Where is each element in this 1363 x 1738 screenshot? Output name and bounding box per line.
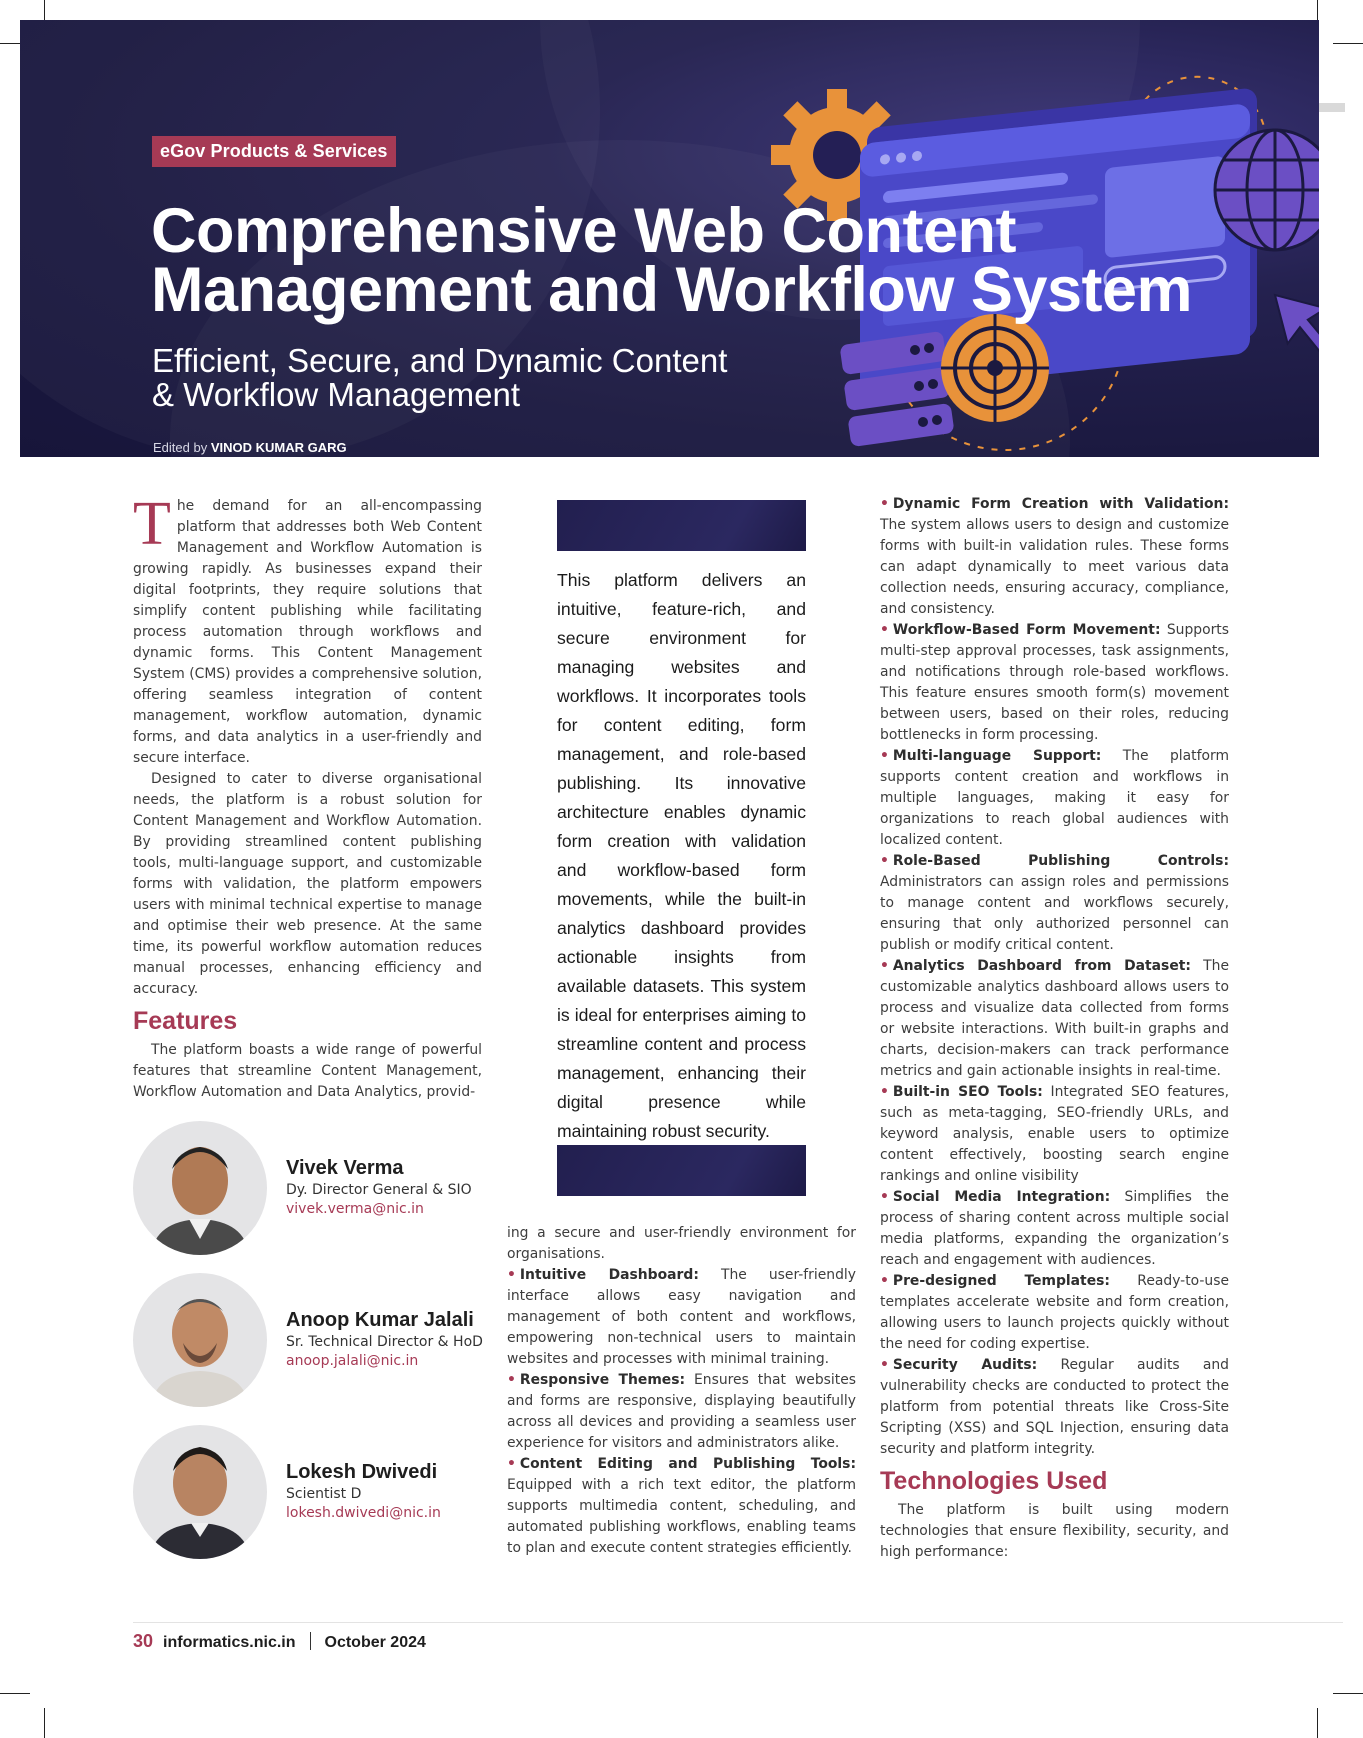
bullet-workflow-form [880, 620, 1229, 746]
editor-prefix: Edited by [153, 440, 208, 455]
author-email[interactable]: lokesh.dwivedi@nic.in [286, 1505, 441, 1521]
page-number: 30 [133, 1631, 154, 1651]
bullet-title: Workflow-Based Form Movement: [892, 622, 1161, 638]
crop-mark [1333, 43, 1363, 44]
author-email[interactable]: vivek.verma@nic.in [286, 1201, 424, 1217]
section-tag: eGov Products & Services [152, 136, 396, 167]
subtitle-line-1: Efficient, Secure, and Dynamic Content [152, 342, 728, 379]
bullet-multi-language [880, 746, 1229, 851]
bullet-icon: • [880, 1189, 889, 1205]
footer-date: October 2024 [324, 1634, 426, 1651]
bullet-text: Ready-to-use templates accelerate website and form creation, allowing users to launch projects quickly without the need for coding expertise. [880, 1273, 1229, 1352]
pull-quote: This platform delivers an intuitive, feature-rich, and secure environment for managing websites and workflows. It incorporates tools for content editing, form management, and role-based publishing. Its innovative architecture enables dynamic form creation with validation and workflow-based form movements, while the built-in analytics dashboard provides actionable insights from available datasets. This system is ideal for enterprises aiming to streamline content and process management, enhancing their digital presence while maintaining robust security. [557, 570, 806, 1141]
column-3 [880, 494, 1229, 1563]
bullet-title: Analytics Dashboard from Dataset: [892, 958, 1191, 974]
intro-text: he demand for an all-encompassing platform that addresses both Web Content Management and Workflow Automation is growing rapidly. As businesses expand their digital footprints, they require solutions that simplify content publishing while facilitating process automation through workflows and dynamic forms. This Content Management System (CMS) provides a comprehensive solution, offering seamless integration of content management, workflow automation, dynamic forms, and data analytics in a user-friendly and secure interface. [133, 498, 483, 766]
avatar [133, 1273, 267, 1407]
bullet-icon: • [880, 496, 889, 512]
bullet-icon: • [880, 853, 889, 869]
features-continued: ing a secure and user-friendly environment for organisations. [507, 1225, 856, 1262]
bullet-icon: • [880, 1084, 889, 1100]
crop-mark [1333, 1693, 1363, 1694]
bullet-icon: • [880, 622, 889, 638]
bullet-text: Integrated SEO features, such as meta-tagging, SEO-friendly URLs, and keyword analysis, enable users to optimize content effectively, boosting search engine rankings and online visibility [880, 1084, 1230, 1184]
bullet-icon: • [880, 958, 889, 974]
bullet-templates [880, 1271, 1229, 1355]
footer-divider [133, 1622, 1343, 1623]
bullet-text: Simplifies the process of sharing content across multiple social media platforms, expanding the organization’s reach and engagement with audiences. [880, 1189, 1229, 1268]
bullet-text: The system allows users to design and customize forms with built-in validation rules. These forms can adapt dynamically to meet various data collection needs, ensuring accuracy, compliance, and consistency. [880, 517, 1229, 617]
cursor-icon [1275, 287, 1319, 357]
bullet-icon: • [507, 1267, 516, 1283]
bullet-responsive-themes [507, 1370, 856, 1454]
page-tab-edge [1319, 103, 1345, 112]
server-icon [839, 331, 954, 447]
author-name: Anoop Kumar Jalali [286, 1309, 474, 1331]
target-icon [941, 314, 1049, 422]
bullet-title: Built-in SEO Tools: [892, 1084, 1043, 1100]
author-role: Sr. Technical Director & HoD [286, 1334, 483, 1350]
bullet-text: Regular audits and vulnerability checks are conducted to protect the platform from potential threats like Cross-Site Scripting (XSS) and SQL Injection, ensuring data security and platform integrity. [880, 1357, 1230, 1457]
article-subtitle [152, 344, 852, 412]
bullet-title: Responsive Themes: [519, 1372, 686, 1388]
bullet-text: The user-friendly interface allows easy navigation and management of both content and workflows, empowering non-technical users to maintain websites and processes with minimal training. [507, 1267, 856, 1367]
drop-cap: T [133, 490, 171, 558]
bullet-title: Content Editing and Publishing Tools: [519, 1456, 856, 1472]
bullet-text: Equipped with a rich text editor, the platform supports multimedia content, scheduling, and automated publishing workflows, enabling teams to plan and execute content strategies efficiently. [507, 1477, 856, 1556]
bullet-title: Intuitive Dashboard: [519, 1267, 699, 1283]
title-line-2: Management and Workflow System [151, 255, 1193, 325]
avatar [133, 1425, 267, 1559]
bullet-icon: • [507, 1456, 516, 1472]
footer-separator [310, 1632, 311, 1650]
bullet-title: Security Audits: [892, 1357, 1038, 1373]
subtitle-line-2: & Workflow Management [152, 376, 521, 413]
editor-credit [153, 440, 347, 455]
bullet-icon: • [880, 1357, 889, 1373]
bullet-role-based [880, 851, 1229, 956]
author-name: Vivek Verma [286, 1157, 404, 1179]
footer-site[interactable]: informatics.nic.in [163, 1634, 296, 1651]
column-1 [133, 490, 483, 1103]
column-2 [507, 1223, 856, 1559]
bullet-title: Social Media Integration: [892, 1189, 1111, 1205]
bullet-icon: • [880, 1273, 889, 1289]
bullet-security-audits [880, 1355, 1229, 1460]
bullet-text: The platform supports content creation and workflows in multiple languages, making it easy for organizations to reach global audiences with localized content. [880, 748, 1229, 848]
bullet-intuitive-dashboard [507, 1265, 856, 1370]
author-role: Dy. Director General & SIO [286, 1182, 472, 1198]
bullet-text: Administrators can assign roles and permissions to manage content and workflows securely, ensuring that only authorized personnel can publish or modify critical content. [880, 874, 1229, 953]
bullet-title: Role-Based Publishing Controls: [892, 853, 1229, 869]
features-intro: The platform boasts a wide range of powerful features that streamline Content Management, Workflow Automation and Data Analytics, provid- [133, 1042, 482, 1100]
bullet-icon: • [507, 1372, 516, 1388]
title-line-1: Comprehensive Web Content [151, 196, 1016, 266]
bullet-title: Pre-designed Templates: [892, 1273, 1110, 1289]
technologies-text: The platform is built using modern technologies that ensure flexibility, security, and high performance: [880, 1502, 1229, 1560]
bullet-dynamic-form [880, 494, 1229, 620]
crop-mark [44, 1708, 45, 1738]
editor-name: VINOD KUMAR GARG [210, 440, 347, 455]
article-title [151, 196, 1231, 325]
bullet-title: Dynamic Form Creation with Validation: [892, 496, 1229, 512]
author-role: Scientist D [286, 1486, 362, 1502]
author-email[interactable]: anoop.jalali@nic.in [286, 1353, 419, 1369]
bullet-analytics [880, 956, 1229, 1082]
technologies-heading: Technologies Used [880, 1467, 1108, 1495]
hero-banner [20, 20, 1319, 457]
pullquote-bar-bottom [557, 1145, 806, 1196]
author-name: Lokesh Dwivedi [286, 1461, 438, 1483]
paragraph-2: Designed to cater to diverse organisational needs, the platform is a robust solution for Content Management and Workflow Automation. By providing streamlined content publishing tools, multi-language support, and customizable forms with validation, the platform empowers users with minimal technical expertise to manage and optimise their web presence. At the same time, its powerful workflow automation reduces manual processes, enhancing efficiency and accuracy. [133, 771, 482, 997]
intro-paragraph [133, 490, 483, 769]
page-footer [133, 1631, 426, 1652]
pullquote-bar-top [557, 500, 806, 551]
bullet-icon: • [880, 748, 889, 764]
features-heading: Features [133, 1007, 238, 1035]
bullet-social-media [880, 1187, 1229, 1271]
bullet-seo [880, 1082, 1229, 1187]
crop-mark [1317, 1708, 1318, 1738]
bullet-text: The customizable analytics dashboard allows users to process and visualize data collected from forms or website interactions. With built-in graphs and charts, decision-makers can track performance metrics and gain actionable insights in real-time. [880, 958, 1229, 1079]
avatar [133, 1121, 267, 1255]
bullet-content-editing [507, 1454, 856, 1559]
bullet-text: Ensures that websites and forms are responsive, displaying beautifully across all devices and providing a seamless user experience for visitors and administrators alike. [507, 1372, 857, 1451]
crop-mark [0, 1693, 30, 1694]
bullet-text: Supports multi-step approval processes, task assignments, and notifications through role-based workflows. This feature ensures smooth form(s) movement between users, based on their roles, reducing bottlenecks in form processing. [880, 622, 1229, 743]
bullet-title: Multi-language Support: [892, 748, 1102, 764]
